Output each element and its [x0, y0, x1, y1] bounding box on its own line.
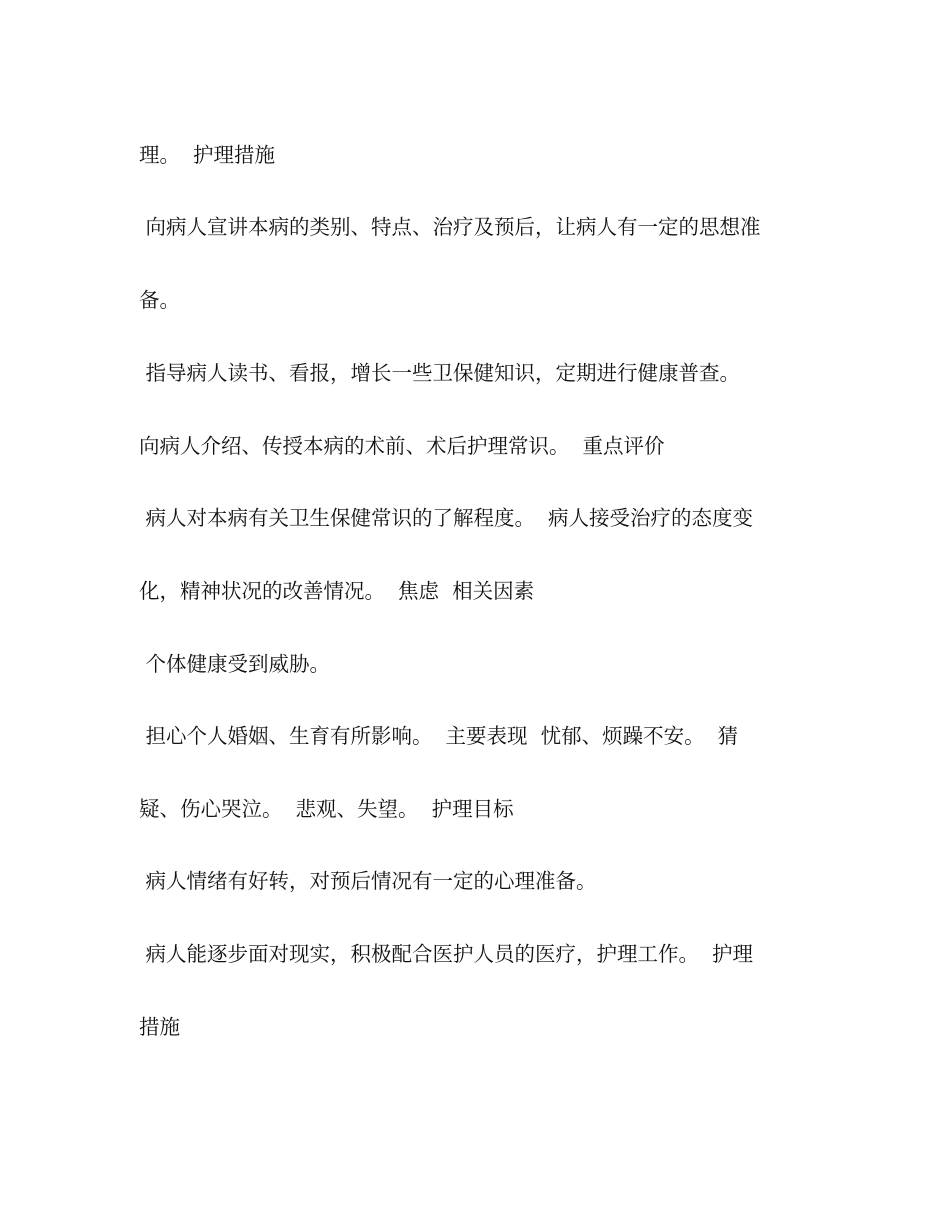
text-line-7: 化，精神状况的改善情况。 焦虑 相关因素	[139, 579, 535, 603]
text-line-4: 指导病人读书、看报，增长一些卫保健知识，定期进行健康普查。	[139, 361, 741, 385]
text-line-13: 措施	[139, 1015, 180, 1039]
text-line-3: 备。	[139, 288, 180, 312]
text-line-12: 病人能逐步面对现实，积极配合医护人员的医疗，护理工作。 护理	[139, 942, 754, 966]
text-line-9: 担心个人婚姻、生育有所影响。 主要表现 忧郁、烦躁不安。 猜	[139, 724, 739, 748]
text-line-5: 向病人介绍、传授本病的术前、术后护理常识。 重点评价	[139, 434, 665, 458]
text-line-6: 病人对本病有关卫生保健常识的了解程度。 病人接受治疗的态度变	[139, 506, 754, 530]
text-line-10: 疑、伤心哭泣。 悲观、失望。 护理目标	[139, 797, 514, 821]
text-line-8: 个体健康受到威胁。	[139, 652, 331, 676]
text-line-1: 理。 护理措施	[139, 143, 276, 167]
text-line-11: 病人情绪有好转，对预后情况有一定的心理准备。	[139, 869, 597, 893]
text-line-2: 向病人宣讲本病的类别、特点、治疗及预后，让病人有一定的思想准	[139, 215, 761, 239]
